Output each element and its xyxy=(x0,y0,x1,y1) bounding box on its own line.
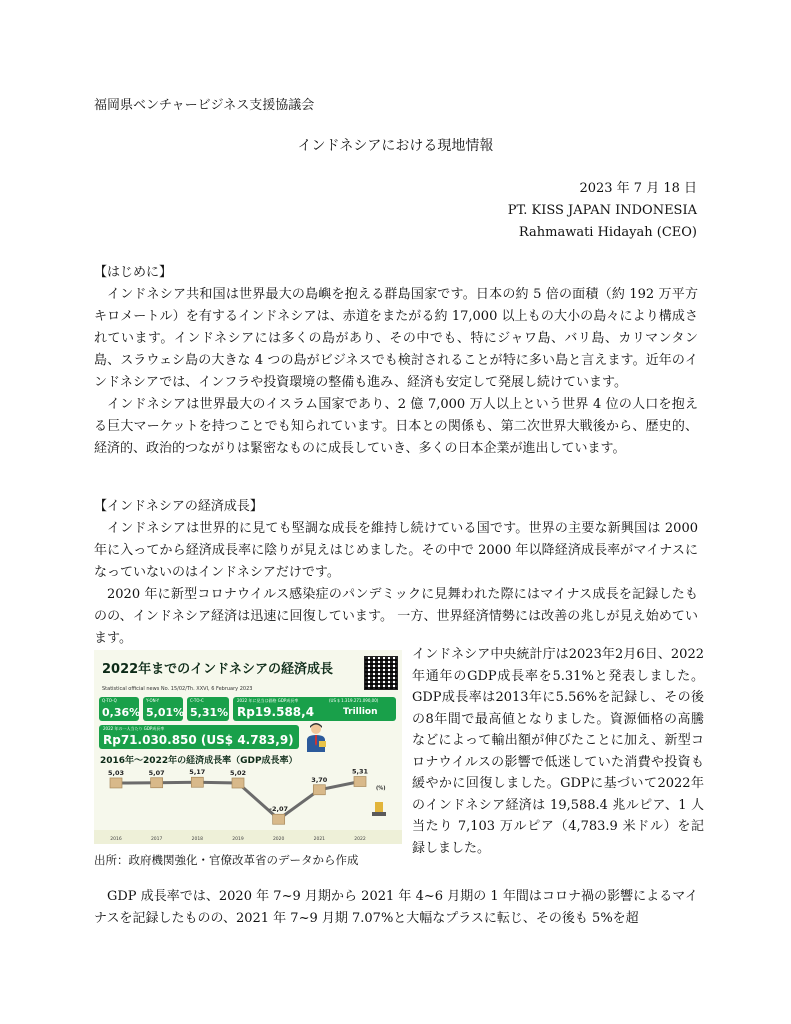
x-tick-label: 2022 xyxy=(354,837,366,842)
paragraph: インドネシアは世界的に見ても堅調な成長を維持し続けている国です。世界の主要な新興国は 2000 年に入ってから経済成長率に陰りが見えはじめました。その中で 2000 年以降経済成長率がマイナスになっていないのはインドネシアだけです。 xyxy=(94,521,698,580)
stat-pill-ctoc xyxy=(187,697,229,721)
section-heading: 【はじめに】 xyxy=(94,265,173,280)
x-tick-label: 2018 xyxy=(191,837,204,842)
forklift-base-icon xyxy=(372,812,386,816)
gdp-unit: Trillion xyxy=(343,707,378,717)
x-tick-label: 2019 xyxy=(232,837,244,842)
businessman-icon xyxy=(304,722,328,752)
data-point-box xyxy=(313,785,325,795)
gdp-per-capita-box xyxy=(99,725,299,749)
gdp-key: 2022 年に見当は価格 GDP成長率 xyxy=(237,698,299,703)
chart-title: 2016年〜2022年の経済成長率（GDP成長率） xyxy=(100,756,298,766)
infographic-subtitle: Statistical official news No. 15/02/Th. XXVI, 6 February 2023 xyxy=(102,686,253,692)
document-title: インドネシアにおける現地情報 xyxy=(297,138,494,154)
paragraph: 2020 年に新型コロナウイルス感染症のパンデミックに見舞われた際にはマイナス成長を記録したものの、インドネシア経済は迅速に回復しています。 一方、世界経済情勢には改善の兆しが見え始めています。 xyxy=(94,587,698,646)
data-point-box xyxy=(191,777,203,787)
data-label: 5,02 xyxy=(229,769,247,778)
capita-value: Rp71.030.850 (US$ 4.783,9) xyxy=(103,733,294,747)
data-point-box xyxy=(354,777,366,787)
gdp-usd-key: (US $ 1.319.271.090,00) xyxy=(329,698,379,703)
paragraph: GDP 成長率では、2020 年 7~9 月期から 2021 年 4~6 月期の 1 年間はコロナ禍の影響によるマイナスを記録したものの、2021 年 7~9 月期 7.07%と大幅なプラスに転じ、その後も 5%を超 xyxy=(94,889,698,926)
stat-pill-qtoq xyxy=(99,697,139,721)
gdp-value: Rp19.588,4 xyxy=(237,705,315,719)
x-tick-label: 2017 xyxy=(150,837,163,842)
gdp-infographic xyxy=(94,650,402,844)
infographic-title: 2022年までのインドネシアの経済成長 xyxy=(102,662,334,677)
paragraph: インドネシアは世界最大のイスラム国家であり、2 億 7,000 万人以上という世界 4 位の人口を抱える巨大マーケットを持つことでも知られています。日本との関係も、第二次世界大戦後から、歴史的、経済的、政治的つながりは緊密なものに成長していき、多くの日本企業が進出しています。 xyxy=(94,397,698,456)
x-tick-label: 2020 xyxy=(272,837,285,842)
gdp-total-box xyxy=(233,697,396,721)
forklift-icon xyxy=(375,802,383,812)
stat-value: 5,31% xyxy=(190,706,229,719)
document-date: 2023 年 7 月 18 日 xyxy=(579,181,697,196)
data-label: 5,17 xyxy=(189,768,206,777)
qr-code-icon xyxy=(364,656,398,690)
organization-name: 福岡県ベンチャービジネス支援協議会 xyxy=(94,98,315,113)
data-label: -2,07 xyxy=(269,805,289,814)
unit-label: (%) xyxy=(376,785,386,792)
x-tick-label: 2016 xyxy=(110,837,122,842)
stat-key: Y-ON-Y xyxy=(146,698,160,703)
side-paragraph: インドネシア中央統計庁は2023年2月6日、2022年通年のGDP成長率を5.31%と発表しました。GDP成長率は2013年に5.56%を記録し、その後の8年間で最高値となりました。資源価格の高騰などによって輸出額が伸びたことに加え、新型コロナウイルスの影響で低迷していた消費や投資も緩やかに回復しました。GDPに基づいて2022年のインドネシア経済は 19,588.4 兆ルピア、1 人当たり 7,103 万ルピア（4,783.9 米ドル）を記録しました。 xyxy=(412,647,704,856)
figure-caption: 出所：政府機関強化・官僚改革省のデータから作成 xyxy=(94,853,359,867)
data-point-box xyxy=(110,778,122,788)
section-heading: 【インドネシアの経済成長】 xyxy=(94,499,263,514)
document-meta xyxy=(508,178,697,244)
data-point-box xyxy=(151,778,163,788)
author-name: Rahmawati Hidayah (CEO) xyxy=(518,225,697,240)
paragraph: インドネシア共和国は世界最大の島嶼を抱える群島国家です。日本の約 5 倍の面積（約 192 万平方キロメートル）を有するインドネシアは、赤道をまたがる約 17,000 以上もの大小の島々により構成されています。インドネシアには多くの島があり、その中でも、特にジャワ島、バリ島、カリマンタン島、スラウェシ島の大きな 4 つの島がビジネスでも検討されることが特に多い島と言えます。近年のインドネシアでは、インフラや投資環境の整備も進み、経済も安定して発展し続けています。 xyxy=(94,287,698,390)
stat-value: 5,01% xyxy=(146,706,185,719)
company-name: PT. KISS JAPAN INDONESIA xyxy=(507,203,697,218)
stat-key: Q-TO-Q xyxy=(102,698,117,703)
stat-key: C-TO-C xyxy=(190,698,204,703)
x-tick-label: 2021 xyxy=(313,837,326,842)
stat-value: 0,36% xyxy=(102,706,141,719)
data-label: 5,31 xyxy=(351,767,369,776)
data-label: 5,03 xyxy=(107,768,125,777)
gdp-growth-chart xyxy=(94,762,402,844)
capita-key: 2022 年の一人当たり GDP成長率 xyxy=(103,726,165,731)
data-label: 5,07 xyxy=(148,768,165,777)
data-label: 3,70 xyxy=(311,775,328,784)
stat-pill-yony xyxy=(143,697,183,721)
closing-paragraph xyxy=(94,886,698,930)
data-point-box xyxy=(273,814,285,824)
data-point-box xyxy=(232,778,244,788)
section-economic-growth xyxy=(94,496,698,650)
section-introduction xyxy=(94,262,698,460)
